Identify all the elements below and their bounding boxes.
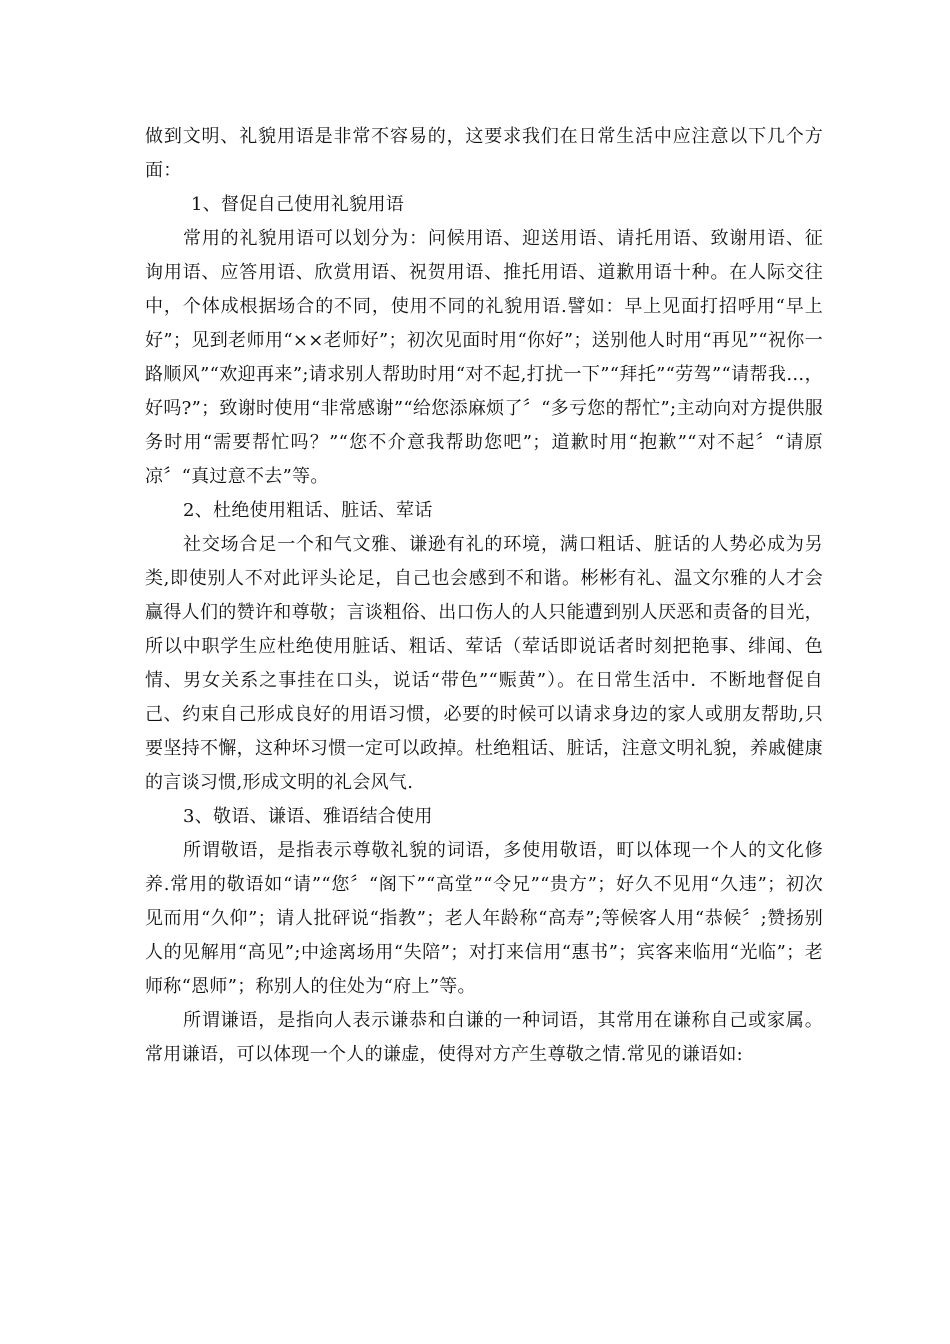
section-3-paragraph-humble-words: 所谓谦语，是指向人表示谦恭和白谦的一种词语，其常用在谦称自己或家属。常用谦语，可以体现一个人的谦虚，使得对方产生尊敬之情.常见的谦语如: — [145, 1010, 823, 1065]
intro-paragraph: 做到文明、礼貌用语是非常不容易的，这要求我们在日常生活中应注意以下几个方面： — [145, 126, 823, 181]
section-heading-3: 3、敬语、谦语、雅语结合使用 — [183, 806, 433, 827]
section-2-paragraph: 社交场合足一个和气文雅、谦逊有礼的环境，满口粗话、脏话的人势必成为另类,即使别人不对此评头论足，自己也会感到不和谐。彬彬有礼、温文尔雅的人才会赢得人们的赞许和尊敬；言谈粗俗、出口伤人的人只能遭到别人厌恶和责备的目光，所以中职学生应杜绝使用脏话、粗话、荤话（荤话即说话者时刻把艳事、绯闻、色情、男女关系之事挂在口头，说话“带色”“赈黄”）。在日常生活中．不断地督促自己、约束自己形成良好的用语习惯，必要的时候可以请求身边的家人或朋友帮助,只要坚持不懈，这种坏习惯一定可以政掉。杜绝粗话、脏话，注意文明礼貌，养戚健康的言谈习惯,形成文明的礼会风气. — [145, 534, 823, 793]
section-heading-1: 1、督促自己使用礼貌用语 — [191, 194, 405, 215]
document-body — [145, 120, 823, 1072]
section-heading-2: 2、杜绝使用粗话、脏话、荤话 — [183, 500, 433, 521]
section-3-paragraph-honorifics: 所谓敬语，是指表示尊敬礼貌的词语，多使用敬语，町以体现一个人的文化修养.常用的敬语如“请”“您〞“阁下”“高堂”“令兄”“贵方”；好久不见用“久违”；初次见而用“久仰”；请人批砰说“指教”；老人年龄称“高寿”;等候客人用“恭候〞;赞扬别人的见解用“高见”;中途离场用“失陪”；对打来信用“惠书”；宾客来临用“光临”；老师称“恩师”；称别人的住处为“府上”等。 — [145, 840, 823, 997]
section-1-paragraph: 常用的礼貌用语可以划分为：问候用语、迎送用语、请托用语、致谢用语、征询用语、应答用语、欣赏用语、祝贺用语、推托用语、道歉用语十种。在人际交往中，个体成根据场合的不同，使用不同的礼貌用语.譬如：早上见面打招呼用“早上好”；见到老师用“××老师好”；初次见面时用“你好”；送别他人时用“再见”“祝你一路顺风”“欢迎再来”;请求别人帮助时用“对不起,打扰一下”“拜托”“劳驾”“请帮我…，好吗?”；致谢时使用“非常感谢”“给您添麻烦了〞“多亏您的帮忙”;主动向对方提供服务时用“需要帮忙吗？”“您不介意我帮助您吧”；道歉时用“抱歉”“对不起〞“请原凉〞“真过意不去”等。 — [145, 228, 823, 487]
